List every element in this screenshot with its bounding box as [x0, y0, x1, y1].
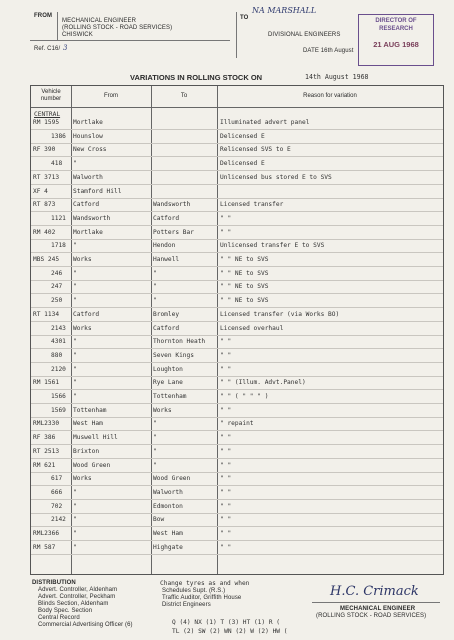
col-header-from: From: [104, 93, 118, 99]
table-row: [31, 160, 443, 171]
distribution-item: Blinds Section, Aldenham: [38, 601, 109, 607]
reason-cell: " ": [220, 488, 232, 496]
to-cell: ": [153, 434, 157, 442]
reason-cell: " ": [220, 214, 232, 222]
received-stamp: [358, 14, 434, 66]
table-row: [31, 434, 443, 445]
to-cell: ": [153, 283, 157, 291]
table-row: [31, 215, 443, 226]
vehicle-cell: RT 3713: [33, 173, 60, 181]
to-label: TO: [240, 15, 249, 21]
vehicle-cell: 666: [51, 488, 63, 496]
table-row: [31, 544, 443, 555]
to-handwritten: NA MARSHALL: [252, 6, 317, 15]
vehicle-cell: 2120: [51, 365, 66, 373]
date-text: DATE 16th August: [303, 48, 354, 54]
to-cell: Works: [153, 406, 172, 414]
distribution-item: Body Spec. Section: [38, 608, 93, 614]
to-cell: Bromley: [153, 310, 180, 318]
table-row: [31, 188, 443, 199]
to-cell: Walworth: [153, 488, 183, 496]
to-cell: Potters Bar: [153, 228, 194, 236]
vehicle-cell: XF 4: [33, 187, 48, 195]
vehicle-cell: 702: [51, 502, 63, 510]
to-cell: Bow: [153, 516, 165, 524]
to-cell: West Ham: [153, 530, 183, 537]
vehicle-cell: 418: [51, 160, 63, 168]
to-cell: Loughton: [153, 365, 183, 373]
table-row: [31, 516, 443, 527]
col-header-vehicle-2: number: [40, 96, 62, 102]
table-row: [31, 393, 443, 404]
table-row: [31, 146, 443, 157]
vehicle-cell: RML2366: [33, 530, 60, 537]
from-cell: Walworth: [73, 173, 103, 181]
vehicle-cell: RT 1134: [33, 310, 60, 318]
reason-cell: " ": [220, 461, 232, 469]
to-cell: ": [153, 447, 157, 455]
distribution-item-2: Traffic Auditor, Griffith House: [162, 595, 242, 601]
to-cell: Catford: [153, 324, 180, 332]
reason-cell: " ": [220, 365, 232, 373]
from-cell: ": [73, 393, 77, 400]
vehicle-cell: RT 2513: [33, 447, 60, 455]
from-cell: ": [73, 283, 77, 291]
reason-cell: " " NE to SVS: [220, 269, 269, 277]
vehicle-cell: RM 587: [33, 543, 56, 551]
table-row: [31, 448, 443, 459]
from-cell: Works: [73, 256, 92, 263]
from-cell: Works: [73, 475, 92, 483]
from-cell: Mortlake: [73, 119, 103, 126]
table-row: [31, 256, 443, 267]
to-cell: Rye Lane: [153, 379, 183, 387]
from-cell: Wood Green: [73, 461, 111, 469]
table-row: [31, 242, 443, 253]
reason-cell: " " (Illum. Advt.Panel): [220, 379, 306, 387]
vehicle-cell: 1566: [51, 393, 66, 400]
vehicle-cell: 1569: [51, 406, 66, 414]
from-cell: ": [73, 516, 77, 524]
reason-cell: Relicensed SVS to E: [220, 146, 291, 154]
from-cell: ": [73, 269, 77, 277]
vehicle-cell: RF 386: [33, 434, 56, 442]
from-cell: Catford: [73, 201, 100, 209]
to-cell: ": [153, 269, 157, 277]
from-cell: Works: [73, 324, 92, 332]
from-cell: ": [73, 502, 77, 510]
reason-cell: Delicensed E: [220, 132, 265, 140]
stamp-date: 21 AUG 1968: [373, 40, 419, 49]
from-cell: ": [73, 297, 77, 305]
signature-title-1: MECHANICAL ENGINEER: [340, 606, 416, 612]
reason-cell: " ": [220, 406, 232, 414]
to-cell: Tottenham: [153, 393, 187, 400]
vehicle-cell: 880: [51, 351, 63, 359]
from-cell: ": [73, 530, 77, 537]
vehicle-cell: 247: [51, 283, 63, 291]
vehicle-cell: RM 402: [33, 228, 56, 236]
from-cell: ": [73, 488, 77, 496]
col-header-to: To: [180, 93, 188, 99]
ref-value: 3: [63, 44, 68, 52]
to-cell: Wandsworth: [153, 201, 191, 209]
to-cell: Edmonton: [153, 502, 183, 510]
table-row: [31, 201, 443, 212]
to-org: DIVISIONAL ENGINEERS: [268, 32, 341, 38]
table-row: [31, 475, 443, 486]
vehicle-cell: MBS 245: [33, 256, 60, 263]
distribution-item: Advert. Controller, Aldenham: [38, 587, 118, 593]
title-date: 14th August 1968: [305, 73, 369, 81]
section-label: CENTRAL: [34, 111, 61, 118]
distribution-title: DISTRIBUTION: [32, 580, 76, 586]
distribution-item-2: District Engineers: [162, 602, 211, 608]
reason-cell: " " NE to SVS: [220, 256, 269, 263]
vehicle-cell: RT 873: [33, 201, 56, 209]
from-cell: Muswell Hill: [73, 434, 118, 442]
vehicle-cell: 1718: [51, 242, 66, 250]
header-row-divider: [31, 107, 443, 108]
vehicle-cell: RF 390: [33, 146, 56, 154]
from-cell: ": [73, 160, 77, 168]
to-cell: Hendon: [153, 242, 176, 250]
ref-label: Ref. C16/: [34, 46, 61, 52]
signature-line: [312, 602, 440, 603]
table-row: [31, 489, 443, 500]
reason-cell: " " NE to SVS: [220, 283, 269, 291]
stamp-line-2: RESEARCH: [379, 26, 413, 32]
signature: H.C. Crimack: [330, 584, 419, 599]
from-line-3: CHISWICK: [62, 32, 93, 38]
reason-cell: " ": [220, 530, 232, 537]
distribution-item-2: Schedules Supt. (R.S.): [162, 588, 226, 594]
col-header-reason: Reason for variation: [303, 93, 357, 99]
vehicle-cell: 4301: [51, 338, 66, 346]
reason-cell: " ": [220, 228, 232, 236]
col-header-vehicle-1: Vehicle: [41, 89, 61, 95]
vehicle-cell: RM 1561: [33, 379, 60, 387]
vehicle-cell: 246: [51, 269, 63, 277]
to-cell: Hanwell: [153, 256, 180, 263]
from-cell: Mortlake: [73, 228, 103, 236]
from-cell: ": [73, 338, 77, 346]
reason-cell: Illuminated advert panel: [220, 119, 310, 126]
table-row: [31, 229, 443, 240]
from-cell: Tottenham: [73, 406, 107, 414]
from-cell: ": [73, 351, 77, 359]
vehicle-cell: 2142: [51, 516, 66, 524]
reason-cell: Delicensed E: [220, 160, 265, 168]
from-cell: ": [73, 242, 77, 250]
reason-cell: " " NE to SVS: [220, 297, 269, 305]
reason-cell: Licensed overhaul: [220, 324, 284, 332]
to-cell: Seven Kings: [153, 351, 194, 359]
vehicle-cell: 1386: [51, 132, 66, 140]
table-row: [31, 530, 443, 541]
from-cell: New Cross: [73, 146, 107, 154]
table-row: [31, 352, 443, 363]
table-row: [31, 325, 443, 336]
table-row: [31, 420, 443, 431]
from-line-1: MECHANICAL ENGINEER: [62, 18, 137, 24]
reason-cell: " ": [220, 516, 232, 524]
reason-cell: " repaint: [220, 420, 254, 428]
table-row: [31, 174, 443, 185]
district-codes-1: Q (4) NX (1) T (3) HT (1) R (: [172, 619, 281, 626]
reason-cell: " ": [220, 475, 232, 483]
to-cell: ": [153, 461, 157, 469]
reason-cell: " ": [220, 351, 232, 359]
reason-cell: Licensed transfer (via Works BO): [220, 310, 340, 318]
vehicle-cell: 2143: [51, 324, 66, 332]
reason-cell: " ": [220, 543, 232, 551]
reason-cell: " " ( " " " ): [220, 393, 269, 400]
reason-cell: " ": [220, 447, 232, 455]
from-cell: Hounslow: [73, 132, 103, 140]
distribution-item: Advert. Controller, Peckham: [38, 594, 116, 600]
to-cell: Thornton Heath: [153, 338, 206, 346]
from-cell: ": [73, 365, 77, 373]
vehicle-cell: RM 621: [33, 461, 56, 469]
table-row: [31, 407, 443, 418]
table-row: [31, 119, 443, 130]
reason-cell: " ": [220, 502, 232, 510]
from-cell: Wandsworth: [73, 214, 111, 222]
vehicle-cell: RML2330: [33, 420, 60, 428]
reason-cell: Unlicensed bus stored E to SVS: [220, 173, 332, 181]
from-label: FROM: [34, 13, 53, 19]
from-cell: ": [73, 379, 77, 387]
to-cell: Catford: [153, 214, 180, 222]
vehicle-cell: RM 1595: [33, 119, 60, 126]
reason-cell: Unlicensed transfer E to SVS: [220, 242, 325, 250]
from-cell: Catford: [73, 310, 100, 318]
reason-cell: " ": [220, 338, 232, 346]
district-codes-2: TL (2) SW (2) WN (2) W (2) HW (: [172, 628, 288, 635]
to-cell: ": [153, 297, 157, 305]
to-cell: ": [153, 420, 157, 428]
table-row: [31, 462, 443, 473]
header-divider-left: [57, 12, 58, 40]
reason-cell: Licensed transfer: [220, 201, 284, 209]
to-cell: Highgate: [153, 543, 183, 551]
table-row: [31, 338, 443, 349]
from-cell: Stamford Hill: [73, 187, 122, 195]
distribution-item: Central Record: [38, 615, 80, 621]
from-cell: ": [73, 543, 77, 551]
distribution-item: Commercial Advertising Officer (6): [38, 622, 133, 628]
page-title: VARIATIONS IN ROLLING STOCK ON: [130, 73, 263, 82]
to-divider: [236, 12, 237, 58]
reason-cell: " ": [220, 434, 232, 442]
signature-title-2: (ROLLING STOCK - ROAD SERVICES): [316, 613, 427, 619]
from-cell: Brixton: [73, 447, 100, 455]
vehicle-cell: 1121: [51, 214, 66, 222]
to-cell: Wood Green: [153, 475, 191, 483]
table-row: [31, 297, 443, 308]
vehicle-cell: 617: [51, 475, 63, 483]
header-divider-bottom: [30, 40, 230, 41]
table-row: [31, 283, 443, 294]
table-row: [31, 270, 443, 281]
stamp-line-1: DIRECTOR OF: [375, 18, 417, 24]
table-row: [31, 379, 443, 390]
table-row: [31, 366, 443, 377]
vehicle-cell: 250: [51, 297, 63, 305]
table-row: [31, 133, 443, 144]
from-line-2: (ROLLING STOCK - ROAD SERVICES): [62, 25, 173, 31]
from-cell: West Ham: [73, 420, 103, 428]
table-row: [31, 311, 443, 322]
variations-table: [30, 85, 444, 575]
table-row: [31, 503, 443, 514]
typed-note: Change tyres as and when: [160, 580, 250, 587]
